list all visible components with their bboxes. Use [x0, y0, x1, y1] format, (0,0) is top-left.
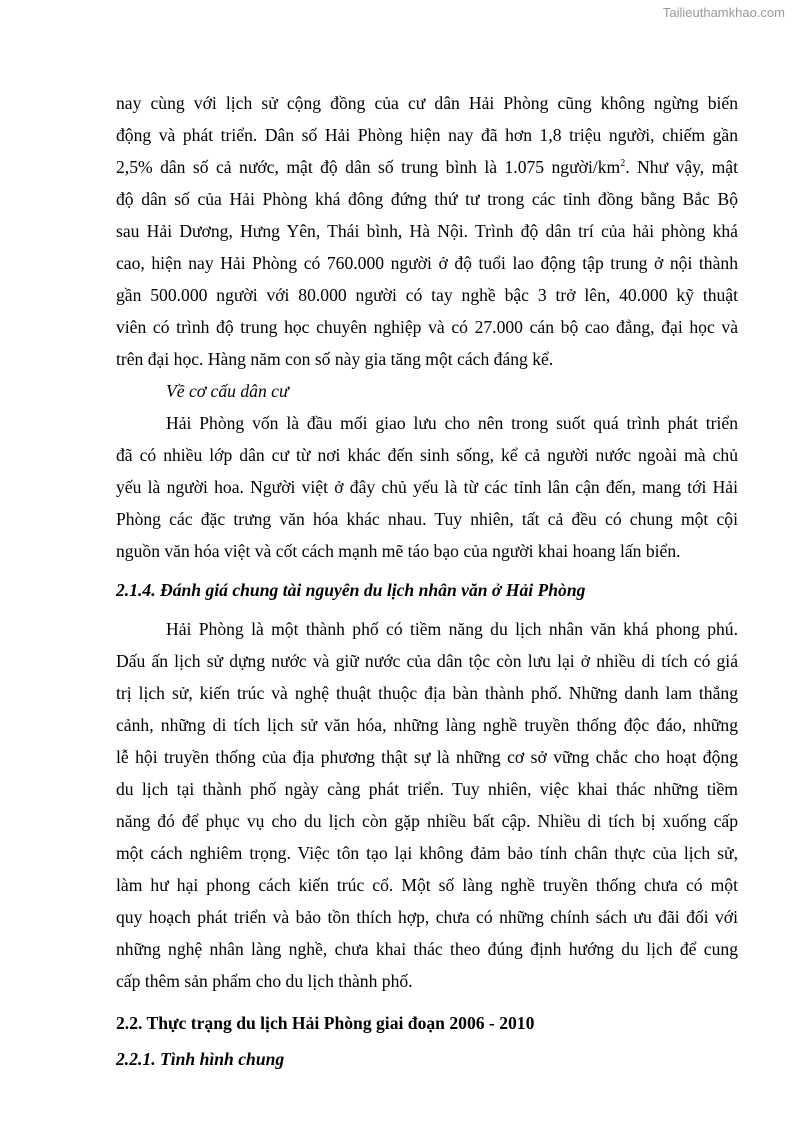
- text-line: yếu là người hoa. Người việt ở đây chủ yếu là từ các tỉnh lân cận đến, mang tới Hải: [116, 477, 738, 497]
- text-line: độ dân số của Hải Phòng khá đông đứng thứ tư trong các tỉnh đồng bằng Bắc Bộ: [116, 189, 738, 209]
- text-line: sau Hải Dương, Hưng Yên, Thái bình, Hà Nội. Trình độ dân trí của hải phòng khá: [116, 221, 738, 241]
- text-line: trên đại học. Hàng năm con số này gia tăng một cách đáng kể.: [116, 349, 554, 369]
- text-line: những nghệ nhân làng nghề, chưa khai thác theo đúng định hướng du lịch để cung: [116, 939, 738, 959]
- text-line: đã có nhiều lớp dân cư từ nơi khác đến sinh sống, kể cả người nước ngoài mà chủ: [116, 445, 738, 465]
- text-line: cảnh, những di tích lịch sử văn hóa, những làng nghề truyền thống độc đáo, những: [116, 715, 738, 735]
- text-line: năng đó để phục vụ cho du lịch còn gặp nhiều bất cập. Nhiều di tích bị xuống cấp: [116, 811, 738, 831]
- text-line: cao, hiện nay Hải Phòng có 760.000 người ở độ tuổi lao động tập trung ở nội thành: [116, 253, 738, 273]
- watermark: Tailieuthamkhao.com: [662, 5, 785, 20]
- text-line: một cách nghiêm trọng. Việc tôn tạo lại không đảm bảo tính chân thực của lịch sử,: [116, 843, 738, 863]
- section-heading-2-1-4: 2.1.4. Đánh giá chung tài nguyên du lịch nhân văn ở Hải Phòng: [116, 580, 586, 600]
- text-line: viên có trình độ trung học chuyên nghiệp và có 27.000 cán bộ cao đẳng, đại học và: [116, 317, 738, 337]
- text-segment: 2,5% dân số cả nước, mật độ dân số trung bình là 1.075 người/km: [116, 157, 621, 177]
- text-line: lễ hội truyền thống của địa phương thật sự là những cơ sở vững chắc cho hoạt động: [116, 747, 738, 767]
- text-line: [116, 155, 738, 179]
- text-line: nay cùng với lịch sử cộng đồng của cư dân Hải Phòng cũng không ngừng biến: [116, 93, 738, 113]
- text-line: du lịch tại thành phố ngày càng phát triển. Tuy nhiên, việc khai thác những tiềm: [116, 779, 738, 799]
- text-line: động và phát triển. Dân số Hải Phòng hiện nay đã hơn 1,8 triệu người, chiếm gần: [116, 125, 738, 145]
- text-line: nguồn văn hóa việt và cốt cách mạnh mẽ táo bạo của người khai hoang lấn biển.: [116, 541, 681, 561]
- text-line: Hải Phòng là một thành phố có tiềm năng du lịch nhân văn khá phong phú.: [166, 619, 738, 639]
- superscript: 2: [620, 158, 626, 169]
- text-line: Hải Phòng vốn là đầu mối giao lưu cho nên trong suốt quá trình phát triển: [166, 413, 738, 433]
- text-line: Phòng các đặc trưng văn hóa khác nhau. Tuy nhiên, tất cả đều có chung một cội: [116, 509, 738, 529]
- text-line: cấp thêm sản phẩm cho du lịch thành phố.: [116, 971, 413, 991]
- text-line: Dấu ấn lịch sử dựng nước và giữ nước của dân tộc còn lưu lại ở nhiều di tích có giá: [116, 651, 738, 671]
- text-segment: . Như vậy, mật: [625, 157, 738, 177]
- subheading-population: Về cơ cấu dân cư: [166, 381, 289, 401]
- section-heading-2-2: 2.2. Thực trạng du lịch Hải Phòng giai đoạn 2006 - 2010: [116, 1013, 535, 1033]
- text-line: gần 500.000 người với 80.000 người có tay nghề bậc 3 trở lên, 40.000 kỹ thuật: [116, 285, 738, 305]
- text-line: quy hoạch phát triển và bảo tồn thích hợp, chưa có những chính sách ưu đãi đối với: [116, 907, 738, 927]
- text-line: trị lịch sử, kiến trúc và nghệ thuật thuộc địa bàn thành phố. Những danh lam thắng: [116, 683, 738, 703]
- section-heading-2-2-1: 2.2.1. Tình hình chung: [116, 1049, 285, 1069]
- text-line: làm hư hại phong cách kiến trúc cổ. Một số làng nghề truyền thống chưa có một: [116, 875, 738, 895]
